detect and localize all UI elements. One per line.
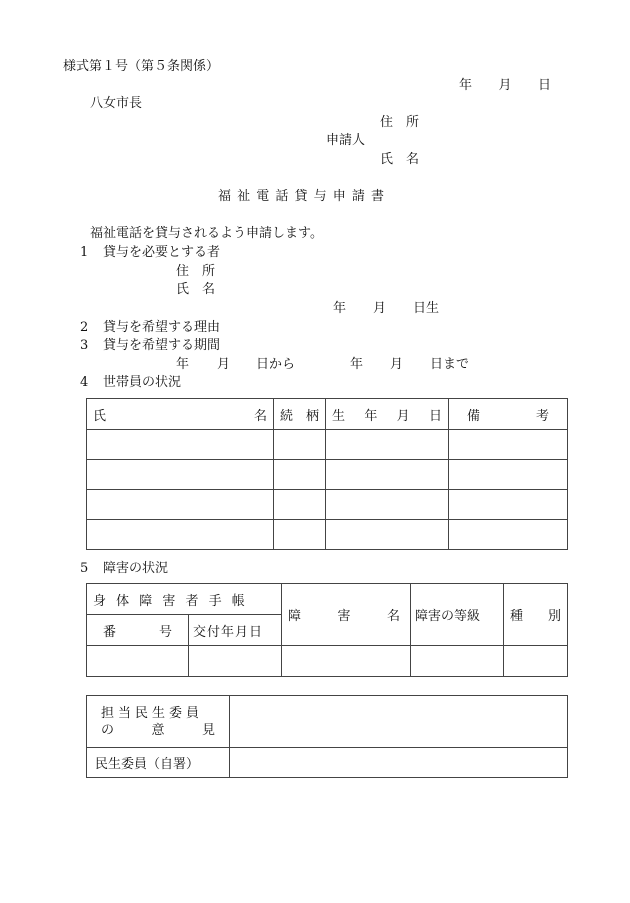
page-title: 福 祉 電 話 貸 与 申 請 書 xyxy=(218,189,386,204)
signature-row xyxy=(87,748,568,778)
section-1-name-label: 氏 名 xyxy=(176,282,216,297)
disability-cell[interactable] xyxy=(282,646,411,677)
birth-year-label: 年 xyxy=(333,301,347,316)
section-2-number: 2 xyxy=(80,320,89,335)
applicant-name-label: 氏 名 xyxy=(380,152,420,167)
household-row xyxy=(87,490,568,520)
opinion-label xyxy=(87,696,230,748)
date-year-label: 年 xyxy=(459,78,473,93)
household-table xyxy=(86,398,568,550)
household-cell[interactable] xyxy=(449,430,568,460)
form-number: 様式第１号（第５条関係） xyxy=(63,59,220,74)
section-1-birth-line xyxy=(333,301,439,317)
section-1-title: 貸与を必要とする者 xyxy=(103,245,221,260)
section-1-number: 1 xyxy=(80,245,89,260)
disability-header-row-1 xyxy=(87,584,568,615)
disability-row xyxy=(87,646,568,677)
period-start-year: 年 xyxy=(176,357,190,372)
household-cell[interactable] xyxy=(326,490,449,520)
disability-table xyxy=(86,583,568,677)
section-5-title: 障害の状況 xyxy=(103,561,169,576)
household-cell[interactable] xyxy=(326,520,449,550)
household-cell[interactable] xyxy=(274,460,326,490)
opinion-label-line1: 担当民生委員 xyxy=(101,705,204,721)
opinion-table xyxy=(86,695,568,778)
section-3-number: 3 xyxy=(80,338,89,353)
household-row xyxy=(87,520,568,550)
period-start-day: 日から xyxy=(256,357,296,372)
date-line xyxy=(459,78,551,94)
period-end-month: 月 xyxy=(390,357,404,372)
household-col-name: 氏 名 xyxy=(87,399,274,430)
household-cell[interactable] xyxy=(274,520,326,550)
household-col-remarks: 備 考 xyxy=(449,399,568,430)
section-2-title: 貸与を希望する理由 xyxy=(103,320,221,335)
applicant-label: 申請人 xyxy=(326,133,366,148)
household-cell[interactable] xyxy=(326,430,449,460)
disability-cell[interactable] xyxy=(504,646,568,677)
date-month-label: 月 xyxy=(498,78,512,93)
disability-cell[interactable] xyxy=(189,646,282,677)
household-cell[interactable] xyxy=(87,430,274,460)
period-start-month: 月 xyxy=(217,357,231,372)
opinion-label-line2: の 意 見 xyxy=(101,722,215,738)
opinion-row xyxy=(87,696,568,748)
household-cell[interactable] xyxy=(274,430,326,460)
opinion-value[interactable] xyxy=(230,696,568,748)
disability-name-header: 障 害 名 xyxy=(282,584,411,646)
intro-text: 福祉電話を貸与されるよう申請します。 xyxy=(90,226,323,241)
applicant-address-label: 住 所 xyxy=(380,115,420,130)
section-3-title: 貸与を希望する期間 xyxy=(103,338,221,353)
household-cell[interactable] xyxy=(449,460,568,490)
handbook-header: 身 体 障 害 者 手 帳 xyxy=(87,584,282,615)
household-cell[interactable] xyxy=(87,490,274,520)
addressee: 八女市長 xyxy=(90,96,143,111)
household-cell[interactable] xyxy=(87,460,274,490)
household-cell[interactable] xyxy=(449,520,568,550)
period-end-year: 年 xyxy=(350,357,364,372)
period-end-day: 日まで xyxy=(430,357,470,372)
section-1-address-label: 住 所 xyxy=(176,264,216,279)
signature-label: 民生委員（自署） xyxy=(87,748,230,778)
disability-cell[interactable] xyxy=(87,646,189,677)
type-header: 種 別 xyxy=(504,584,568,646)
section-4-number: 4 xyxy=(80,375,89,390)
household-col-birth: 生 年 月 日 xyxy=(326,399,449,430)
signature-value[interactable] xyxy=(230,748,568,778)
issue-date-header: 交付年月日 xyxy=(189,615,282,646)
section-5-number: 5 xyxy=(80,561,89,576)
household-row xyxy=(87,430,568,460)
section-4-title: 世帯員の状況 xyxy=(103,375,182,390)
household-cell[interactable] xyxy=(449,490,568,520)
grade-header: 障害の等級 xyxy=(411,584,504,646)
disability-cell[interactable] xyxy=(411,646,504,677)
handbook-number-header: 番 号 xyxy=(87,615,189,646)
household-cell[interactable] xyxy=(274,490,326,520)
household-row xyxy=(87,460,568,490)
date-day-label: 日 xyxy=(537,78,551,93)
birth-month-label: 月 xyxy=(372,301,386,316)
household-col-relation: 続 柄 xyxy=(274,399,326,430)
household-cell[interactable] xyxy=(87,520,274,550)
household-cell[interactable] xyxy=(326,460,449,490)
birth-day-label: 日生 xyxy=(412,301,439,316)
household-header-row xyxy=(87,399,568,430)
